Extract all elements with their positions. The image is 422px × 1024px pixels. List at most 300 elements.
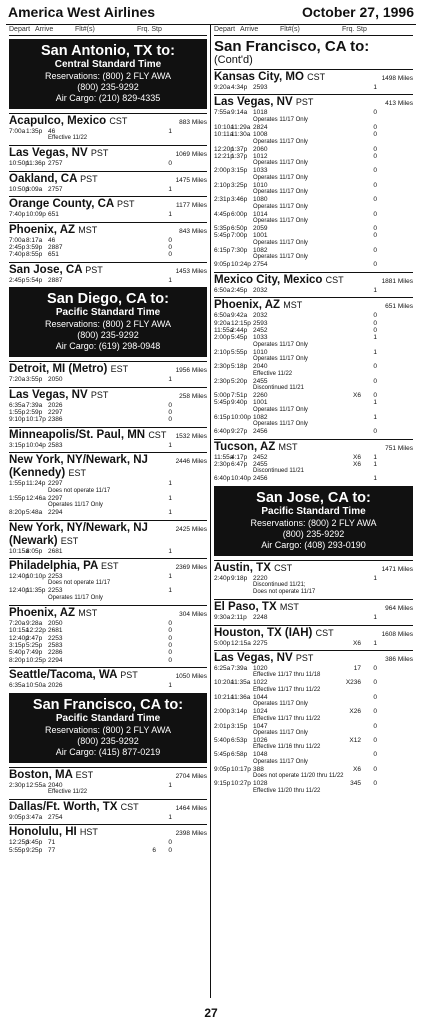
arrive-time: 6:47p bbox=[231, 460, 248, 468]
stops: 0 bbox=[168, 641, 172, 649]
stops: 0 bbox=[373, 181, 377, 189]
flight-number: 2253 bbox=[48, 572, 63, 580]
page-number: 27 bbox=[204, 1006, 218, 1020]
frequency bbox=[78, 237, 156, 244]
airline-name: America West Airlines bbox=[8, 4, 156, 20]
arrive-time: 7:49p bbox=[26, 649, 43, 657]
destination-time-zone: CST bbox=[274, 562, 293, 573]
stops: 1 bbox=[168, 185, 172, 193]
frequency bbox=[78, 509, 156, 516]
depart-time: 6:40p bbox=[214, 428, 231, 436]
flight-row bbox=[9, 573, 207, 580]
frequency bbox=[78, 657, 156, 664]
distance-miles: 1453 Miles bbox=[175, 267, 207, 275]
flight-row bbox=[214, 363, 413, 370]
destination-city: New York, NY/Newark, NJ (Kennedy) bbox=[9, 454, 148, 480]
destination-block bbox=[9, 824, 207, 854]
contact-line: Reservations: (800) 2 FLY AWA bbox=[44, 71, 172, 81]
frequency: X6 bbox=[353, 391, 361, 399]
depart-time: 5:40p bbox=[9, 649, 26, 657]
flight-number: 1010 bbox=[253, 348, 268, 356]
frequency bbox=[78, 442, 156, 449]
distance-miles: 386 Miles bbox=[385, 656, 413, 663]
depart-time: 6:50a bbox=[214, 312, 231, 320]
destination-city: Las Vegas, NV bbox=[9, 147, 88, 160]
stops: 0 bbox=[373, 665, 377, 672]
arrive-time: 1:35p bbox=[26, 128, 43, 135]
destination-name bbox=[9, 801, 139, 814]
frequency bbox=[78, 402, 156, 409]
arrive-time: 10:04p bbox=[26, 441, 46, 449]
destination-city: Kansas City, MO bbox=[214, 71, 304, 83]
destination-block bbox=[9, 520, 207, 555]
flight-number: 2248 bbox=[253, 614, 268, 622]
depart-time: 1:55p bbox=[9, 480, 26, 488]
flight-row bbox=[9, 376, 207, 383]
distance-miles: 2369 Miles bbox=[175, 563, 207, 571]
arrive-time: 12:15a bbox=[231, 639, 251, 647]
contact-line: (800) 235-9292 bbox=[77, 330, 139, 341]
distance-miles: 1050 Miles bbox=[175, 673, 207, 681]
arrive-time: 5:54p bbox=[26, 276, 43, 284]
destination-city: New York, NY/Newark, NJ (Newark) bbox=[9, 521, 148, 547]
stops: 1 bbox=[373, 574, 377, 582]
arrive-time: 12:15p bbox=[231, 319, 251, 327]
flight-note: Operates 11/17 Only bbox=[253, 189, 308, 196]
flight-row bbox=[214, 392, 413, 399]
stops: 0 bbox=[168, 244, 172, 252]
destination-city: Las Vegas, NV bbox=[214, 96, 293, 109]
destination-header bbox=[9, 147, 207, 160]
flight-number: 1044 bbox=[253, 693, 268, 701]
arrive-time: 3:59p bbox=[26, 244, 43, 252]
depart-time: 5:00p bbox=[214, 391, 231, 399]
flight-note: Operates 11/17 Only bbox=[253, 174, 308, 181]
arrive-time: 11:35p bbox=[26, 587, 46, 595]
arrive-time: 9:40p bbox=[231, 399, 248, 407]
flight-number: 2294 bbox=[48, 656, 63, 664]
flight-number: 1008 bbox=[253, 131, 268, 139]
flight-note: Does not operate 11/17 bbox=[48, 487, 111, 494]
arrive-time: 9:42a bbox=[231, 312, 248, 320]
destination-name bbox=[9, 669, 138, 682]
destination-name bbox=[9, 389, 108, 402]
frequency bbox=[283, 211, 361, 218]
destination-time-zone: CST bbox=[325, 274, 344, 285]
destination-time-zone: EST bbox=[110, 364, 129, 375]
destination-name bbox=[214, 71, 325, 84]
depart-time: 5:35p bbox=[214, 225, 231, 233]
flight-row bbox=[214, 84, 413, 91]
frequency: X6 bbox=[353, 460, 361, 468]
destination-name bbox=[9, 363, 128, 376]
depart-time: 5:55p bbox=[9, 846, 26, 854]
arrive-time: 11:24p bbox=[26, 480, 46, 488]
destination-header bbox=[214, 441, 413, 454]
stops: 0 bbox=[373, 246, 377, 254]
frequency bbox=[283, 167, 361, 174]
frequency bbox=[78, 480, 156, 487]
frequency bbox=[283, 312, 361, 319]
distance-miles: 258 Miles bbox=[179, 392, 207, 400]
arrive-time: 12:22p bbox=[26, 627, 46, 635]
flight-number: 1018 bbox=[253, 109, 268, 117]
flight-number: 2452 bbox=[253, 453, 268, 461]
flight-row bbox=[214, 766, 413, 773]
flight-number: 1001 bbox=[253, 232, 268, 240]
frequency bbox=[78, 635, 156, 642]
flight-note: Operates 11/17 Only bbox=[253, 356, 308, 363]
stops: 0 bbox=[373, 780, 377, 788]
flight-note: Operates 11/17 Only bbox=[253, 254, 308, 261]
depart-time: 9:10p bbox=[9, 416, 26, 424]
flight-row bbox=[214, 334, 413, 341]
flight-note: Operates 11/17 Only bbox=[253, 341, 308, 348]
stops: 1 bbox=[168, 572, 172, 580]
distance-miles: 1956 Miles bbox=[175, 367, 207, 375]
destination-time-zone: CST bbox=[120, 801, 139, 812]
frequency bbox=[283, 428, 361, 435]
depart-time: 7:55a bbox=[214, 109, 231, 117]
frequency bbox=[78, 548, 156, 555]
arrive-time: 9:18p bbox=[231, 574, 248, 582]
time-zone-label: Pacific Standard Time bbox=[261, 505, 366, 517]
destination-time-zone: PST bbox=[90, 148, 109, 159]
stops: 1 bbox=[168, 813, 172, 821]
depart-time: 3:15p bbox=[9, 441, 26, 449]
origin-city-title: San Diego, CA to: bbox=[47, 291, 169, 308]
arrive-time: 7:39a bbox=[231, 665, 248, 672]
destination-city: Minneapolis/St. Paul, MN bbox=[9, 428, 146, 441]
arrive-time: 11:36p bbox=[26, 160, 46, 168]
depart-time: 10:20a bbox=[214, 679, 234, 687]
distance-miles: 1475 Miles bbox=[175, 176, 207, 184]
flight-row bbox=[9, 839, 207, 846]
flight-note: Discontinued 11/21 bbox=[253, 384, 304, 391]
arrive-time: 6:53p bbox=[231, 737, 248, 745]
distance-miles: 1471 Miles bbox=[381, 565, 413, 573]
depart-time: 12:25p bbox=[9, 839, 29, 847]
stops: 1 bbox=[373, 475, 377, 483]
flight-number: 2026 bbox=[48, 401, 63, 409]
arrive-time: 10:27p bbox=[231, 780, 251, 788]
arrive-time: 3:45p bbox=[26, 839, 43, 847]
flight-note: Does not operate 11/20 thru 11/22 bbox=[253, 773, 344, 780]
flight-row bbox=[9, 635, 207, 642]
destination-block bbox=[9, 452, 207, 516]
flight-number: 1020 bbox=[253, 665, 268, 672]
flight-number: 1080 bbox=[253, 196, 268, 204]
arrive-time: 10:40p bbox=[231, 475, 251, 483]
stops: 0 bbox=[373, 722, 377, 730]
flight-row bbox=[214, 153, 413, 160]
flight-row bbox=[9, 442, 207, 449]
flight-number: 2297 bbox=[48, 494, 63, 502]
destination-header bbox=[9, 769, 207, 782]
destination-block bbox=[9, 222, 207, 259]
origin-city-title: San Francisco, CA to: bbox=[32, 696, 184, 713]
contact-line: Air Cargo: (210) 829-4335 bbox=[55, 93, 161, 103]
destination-block bbox=[214, 650, 413, 795]
arrive-time: 9:14a bbox=[231, 109, 248, 117]
stops: 1 bbox=[168, 211, 172, 219]
depart-time: 6:40p bbox=[214, 475, 231, 483]
frequency bbox=[283, 363, 361, 370]
flight-note: Does not operate 11/17 bbox=[48, 580, 111, 587]
flight-row bbox=[214, 723, 413, 730]
frequency bbox=[78, 416, 156, 423]
stops: 1 bbox=[373, 334, 377, 342]
arrive-time: 10:00p bbox=[231, 413, 251, 421]
stops: 1 bbox=[168, 494, 172, 502]
stops: 1 bbox=[373, 614, 377, 622]
flight-number: 2887 bbox=[48, 276, 63, 284]
flight-row bbox=[214, 349, 413, 356]
distance-miles: 2425 Miles bbox=[175, 525, 207, 533]
flight-number: 2040 bbox=[253, 363, 268, 371]
depart-time: 10:10a bbox=[214, 123, 234, 131]
arrive-time: 10:09p bbox=[26, 211, 46, 219]
depart-time: 2:00p bbox=[214, 167, 231, 175]
frequency bbox=[283, 414, 361, 421]
arrive-time: 5:25p bbox=[26, 641, 43, 649]
stops: 0 bbox=[373, 737, 377, 745]
frequency bbox=[283, 334, 361, 341]
destination-header bbox=[9, 198, 207, 211]
destination-time-zone: PST bbox=[295, 97, 314, 108]
stops: 0 bbox=[373, 363, 377, 371]
flight-row bbox=[9, 587, 207, 594]
depart-time: 12:21p bbox=[214, 153, 234, 161]
flight-number: 2040 bbox=[48, 781, 63, 789]
destination-time-zone: CST bbox=[148, 429, 167, 440]
arrive-time: 3:09a bbox=[26, 185, 43, 193]
flight-row bbox=[214, 211, 413, 218]
stops: 1 bbox=[168, 587, 172, 595]
stops: 0 bbox=[168, 839, 172, 847]
flight-row bbox=[214, 124, 413, 131]
destination-time-zone: MST bbox=[78, 607, 98, 618]
destination-city: Orange County, CA bbox=[9, 198, 114, 211]
stops: 0 bbox=[168, 634, 172, 642]
depart-time: 2:30p bbox=[9, 781, 26, 789]
frequency bbox=[78, 244, 156, 251]
flight-row bbox=[214, 461, 413, 468]
flight-number: 1048 bbox=[253, 751, 268, 759]
destination-name bbox=[9, 115, 127, 128]
stops: 0 bbox=[373, 232, 377, 240]
frequency: X236 bbox=[345, 679, 361, 687]
depart-time: 6:25a bbox=[214, 665, 231, 672]
origin-city-box bbox=[9, 287, 207, 357]
frequency bbox=[283, 124, 361, 131]
flight-note: Effective 11/22 bbox=[253, 370, 293, 377]
stops: 0 bbox=[373, 765, 377, 773]
flight-number: 1047 bbox=[253, 722, 268, 730]
depart-time: 5:00p bbox=[214, 639, 231, 647]
frequency bbox=[78, 682, 156, 689]
destination-block bbox=[214, 599, 413, 621]
contact-line: (800) 235-9292 bbox=[77, 82, 139, 92]
frequency bbox=[78, 620, 156, 627]
destination-header bbox=[9, 264, 207, 277]
flight-row bbox=[214, 378, 413, 385]
flight-number: 71 bbox=[48, 839, 56, 847]
col-freq-stops-label: Frq. Stp bbox=[137, 26, 162, 33]
flight-row bbox=[214, 780, 413, 787]
destination-time-zone: PST bbox=[90, 389, 109, 400]
arrive-time: 12:46a bbox=[26, 494, 46, 502]
destination-header bbox=[9, 669, 207, 682]
flight-number: 2050 bbox=[48, 619, 63, 627]
flight-row bbox=[9, 627, 207, 634]
flight-number: 651 bbox=[48, 251, 59, 259]
arrive-time: 7:30p bbox=[231, 246, 248, 254]
arrive-time: 2:44p bbox=[231, 326, 248, 334]
depart-time: 11:55a bbox=[214, 453, 234, 461]
flight-number: 2220 bbox=[253, 574, 268, 582]
destination-time-zone: EST bbox=[101, 560, 119, 571]
flight-row bbox=[9, 416, 207, 423]
destination-city: Detroit, MI (Metro) bbox=[9, 363, 108, 376]
timetable-columns bbox=[6, 24, 416, 998]
depart-time: 3:15p bbox=[9, 641, 26, 649]
frequency: 6 bbox=[152, 846, 156, 854]
arrive-time: 7:00p bbox=[231, 232, 248, 240]
stops: 1 bbox=[373, 84, 377, 91]
stops: 0 bbox=[373, 196, 377, 204]
depart-time: 12:20p bbox=[214, 145, 234, 153]
depart-time: 2:40p bbox=[214, 574, 231, 582]
depart-time: 7:20a bbox=[9, 376, 26, 384]
flight-number: 2297 bbox=[48, 480, 63, 488]
flight-number: 2260 bbox=[253, 391, 268, 399]
flight-number: 2060 bbox=[253, 145, 268, 153]
stops: 0 bbox=[373, 708, 377, 716]
arrive-time: 2:11p bbox=[231, 614, 247, 622]
frequency bbox=[78, 814, 156, 821]
flight-number: 651 bbox=[48, 211, 59, 219]
flight-row bbox=[214, 109, 413, 116]
frequency bbox=[283, 287, 361, 294]
depart-time: 2:30p bbox=[214, 363, 231, 371]
flight-note: Operates 11/17 Only bbox=[253, 421, 308, 428]
arrive-time: 10:50a bbox=[26, 682, 46, 690]
destination-block bbox=[214, 94, 413, 268]
destination-block bbox=[9, 799, 207, 821]
flight-row bbox=[9, 160, 207, 167]
depart-time: 6:35a bbox=[9, 682, 26, 690]
arrive-time: 1:37p bbox=[231, 153, 248, 161]
destination-block bbox=[9, 558, 207, 602]
destination-block bbox=[214, 297, 413, 435]
contact-line: Air Cargo: (408) 293-0190 bbox=[261, 539, 366, 550]
depart-time: 5:45p bbox=[214, 232, 231, 240]
continued-label: (Cont'd) bbox=[214, 54, 253, 66]
stops: 0 bbox=[168, 619, 172, 627]
distance-miles: 651 Miles bbox=[385, 303, 413, 311]
destination-city: Seattle/Tacoma, WA bbox=[9, 669, 118, 682]
frequency bbox=[283, 84, 361, 91]
depart-time: 8:20p bbox=[9, 509, 26, 517]
depart-time: 2:31p bbox=[214, 196, 231, 204]
depart-time: 2:45p bbox=[9, 276, 26, 284]
frequency bbox=[283, 349, 361, 356]
distance-miles: 1177 Miles bbox=[176, 202, 207, 210]
frequency bbox=[283, 261, 361, 268]
left-column bbox=[6, 25, 211, 998]
depart-time: 2:10p bbox=[214, 348, 231, 356]
depart-time: 11:55a bbox=[214, 326, 234, 334]
depart-time: 1:55p bbox=[9, 409, 26, 417]
distance-miles: 2704 Miles bbox=[175, 772, 207, 780]
destination-name bbox=[9, 147, 108, 160]
flight-number: 1001 bbox=[253, 399, 268, 407]
flight-row bbox=[214, 751, 413, 758]
frequency bbox=[283, 109, 361, 116]
flight-number: 46 bbox=[48, 128, 56, 135]
depart-time: 6:15p bbox=[214, 413, 231, 421]
col-arrive-label: Arrive bbox=[240, 26, 259, 33]
arrive-time: 3:15p bbox=[231, 167, 248, 175]
arrive-time: 7:51p bbox=[231, 391, 248, 399]
destination-time-zone: MST bbox=[78, 224, 98, 235]
flight-number: 2583 bbox=[48, 641, 63, 649]
frequency bbox=[283, 475, 361, 482]
stops: 0 bbox=[373, 751, 377, 759]
stops: 0 bbox=[168, 409, 172, 417]
distance-miles: 1498 Miles bbox=[381, 75, 413, 82]
depart-time: 2:45p bbox=[9, 244, 26, 252]
destination-name bbox=[9, 264, 103, 277]
arrive-time: 8:17a bbox=[26, 236, 43, 244]
frequency: X6 bbox=[353, 453, 361, 461]
frequency: X12 bbox=[349, 737, 361, 745]
flight-number: 77 bbox=[48, 846, 56, 854]
destination-header bbox=[9, 607, 207, 620]
stops: 0 bbox=[373, 131, 377, 139]
col-arrive-label: Arrive bbox=[35, 26, 54, 33]
flight-note: Effective 11/17 thru 11/18 bbox=[253, 672, 321, 679]
frequency bbox=[283, 751, 361, 758]
destination-header bbox=[214, 274, 413, 287]
flight-note: Operates 11/17 Only bbox=[48, 502, 103, 509]
destination-block bbox=[9, 145, 207, 167]
flight-note: Operates 11/17 Only bbox=[253, 239, 308, 246]
flight-number: 1024 bbox=[253, 708, 268, 716]
stops: 1 bbox=[168, 276, 172, 284]
stops: 0 bbox=[168, 416, 172, 424]
arrive-time: 5:48a bbox=[26, 509, 43, 517]
destination-header bbox=[9, 224, 207, 237]
flight-number: 2754 bbox=[253, 261, 268, 269]
destination-name bbox=[9, 560, 119, 573]
destination-name bbox=[9, 198, 135, 211]
flight-row bbox=[214, 320, 413, 327]
arrive-time: 10:17p bbox=[231, 765, 251, 773]
stops: 0 bbox=[373, 261, 377, 269]
frequency bbox=[283, 320, 361, 327]
destination-header bbox=[9, 173, 207, 186]
page-header bbox=[8, 4, 414, 24]
destination-city: Mexico City, Mexico bbox=[214, 273, 323, 286]
distance-miles: 304 Miles bbox=[179, 610, 207, 618]
flight-number: 2059 bbox=[253, 225, 268, 233]
frequency bbox=[78, 627, 156, 634]
destination-name bbox=[214, 299, 302, 312]
depart-time: 7:00a bbox=[9, 236, 26, 244]
frequency bbox=[283, 723, 361, 730]
